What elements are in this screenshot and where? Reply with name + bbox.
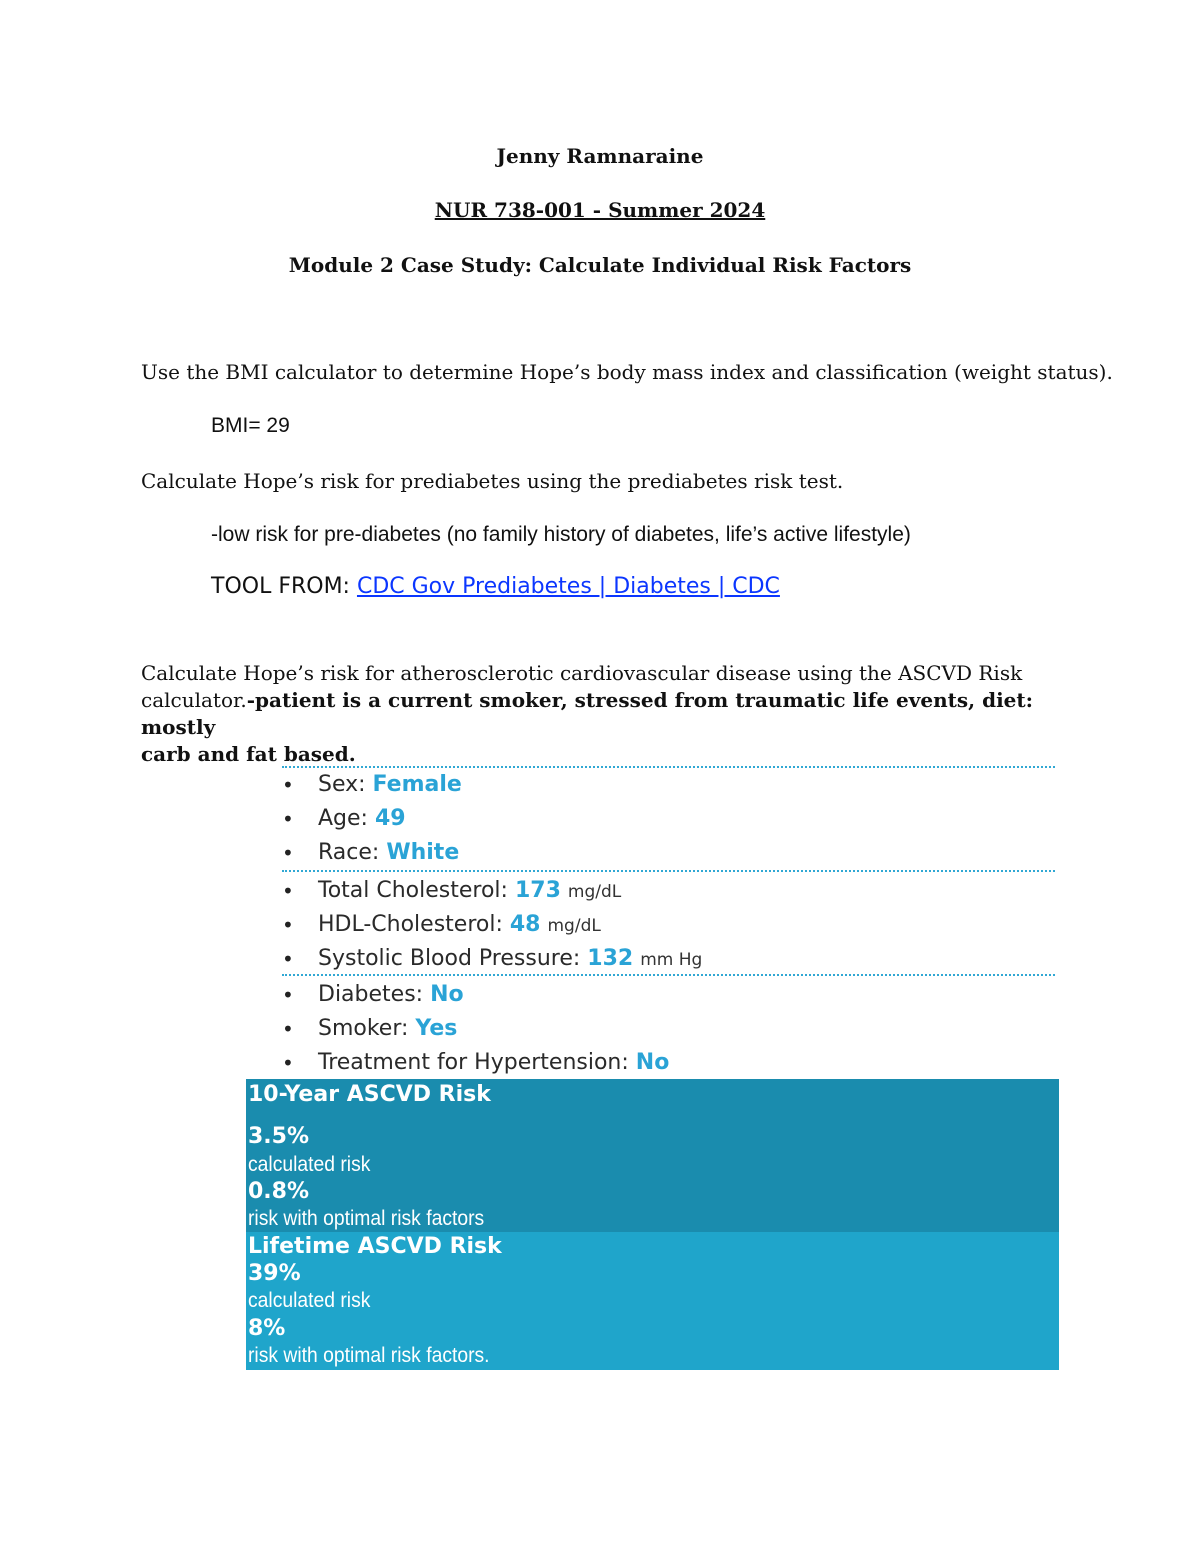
history-list <box>282 978 1055 1080</box>
input-value: White <box>386 840 460 865</box>
bmi-question: Use the BMI calculator to determine Hope’s body mass index and classification (weight status). <box>141 360 1113 384</box>
input-label: Systolic Blood Pressure: <box>318 946 588 971</box>
input-value: Female <box>372 772 462 797</box>
input-value: Yes <box>415 1016 458 1041</box>
input-unit: mg/dL <box>547 916 601 936</box>
divider <box>282 870 1055 872</box>
ten-year-calculated-label: calculated risk <box>248 1153 371 1176</box>
ten-year-risk-panel <box>246 1079 1059 1232</box>
input-label: Smoker: <box>318 1016 416 1041</box>
ascvd-patient-notes-cont: carb and fat based. <box>141 742 356 766</box>
ten-year-optimal-label: risk with optimal risk factors <box>248 1207 485 1230</box>
input-age <box>282 802 1055 836</box>
input-label: Diabetes: <box>318 982 431 1007</box>
ten-year-calculated: 3.5% <box>248 1124 310 1149</box>
prediabetes-answer: -low risk for pre-diabetes (no family history of diabetes, life’s active lifestyle) <box>211 523 911 546</box>
ascvd-patient-notes: -patient is a current smoker, stressed from traumatic life events, diet: mostly <box>141 688 1034 739</box>
input-systolic-bp <box>282 942 1055 976</box>
ascvd-question-line2 <box>141 687 1061 741</box>
lifetime-optimal-label: risk with optimal risk factors. <box>248 1344 490 1367</box>
input-label: HDL-Cholesterol: <box>318 912 510 937</box>
input-hypertension-treatment <box>282 1046 1055 1080</box>
input-label: Sex: <box>318 772 373 797</box>
cdc-prediabetes-link[interactable]: CDC Gov Prediabetes | Diabetes | CDC <box>356 574 780 599</box>
input-value: 49 <box>374 806 406 831</box>
input-total-cholesterol <box>282 874 1055 908</box>
ascvd-question <box>141 660 1061 768</box>
ten-year-optimal: 0.8% <box>248 1179 310 1204</box>
divider <box>282 974 1055 976</box>
demographics-list <box>282 768 1055 870</box>
lifetime-risk-panel <box>246 1232 1059 1370</box>
lifetime-calculated-label: calculated risk <box>248 1289 371 1312</box>
input-diabetes <box>282 978 1055 1012</box>
labs-list <box>282 874 1055 976</box>
course-title <box>0 198 1200 222</box>
input-value: 132 <box>587 946 634 971</box>
author-name: Jenny Ramnaraine <box>496 144 704 168</box>
input-smoker <box>282 1012 1055 1046</box>
input-unit: mm Hg <box>640 950 703 970</box>
ascvd-question-plain: calculator. <box>141 688 247 712</box>
input-value: No <box>430 982 464 1007</box>
input-race <box>282 836 1055 870</box>
document-title: Module 2 Case Study: Calculate Individual Risk Factors <box>288 253 912 277</box>
input-label: Treatment for Hypertension: <box>318 1050 636 1075</box>
ascvd-question-line1: Calculate Hope’s risk for atherosclerotic cardiovascular disease using the ASCVD Risk <box>141 661 1023 685</box>
lifetime-heading: Lifetime ASCVD Risk <box>248 1234 502 1259</box>
input-sex <box>282 768 1055 802</box>
input-unit: mg/dL <box>567 882 622 902</box>
input-value: 48 <box>509 912 541 937</box>
input-label: Total Cholesterol: <box>318 878 515 903</box>
ascvd-question-line3 <box>141 741 1061 768</box>
course-title-text: NUR 738-001 - Summer 2024 <box>434 198 766 222</box>
ten-year-heading: 10-Year ASCVD Risk <box>248 1082 491 1107</box>
input-hdl-cholesterol <box>282 908 1055 942</box>
input-label: Race: <box>318 840 387 865</box>
tool-source <box>211 574 780 599</box>
prediabetes-question: Calculate Hope’s risk for prediabetes using the prediabetes risk test. <box>141 469 844 493</box>
bmi-answer: BMI= 29 <box>211 414 290 437</box>
input-label: Age: <box>318 806 375 831</box>
input-value: No <box>635 1050 670 1075</box>
input-value: 173 <box>514 878 561 903</box>
lifetime-optimal: 8% <box>248 1316 286 1341</box>
lifetime-calculated: 39% <box>248 1261 301 1286</box>
tool-label: TOOL FROM: <box>211 574 357 599</box>
